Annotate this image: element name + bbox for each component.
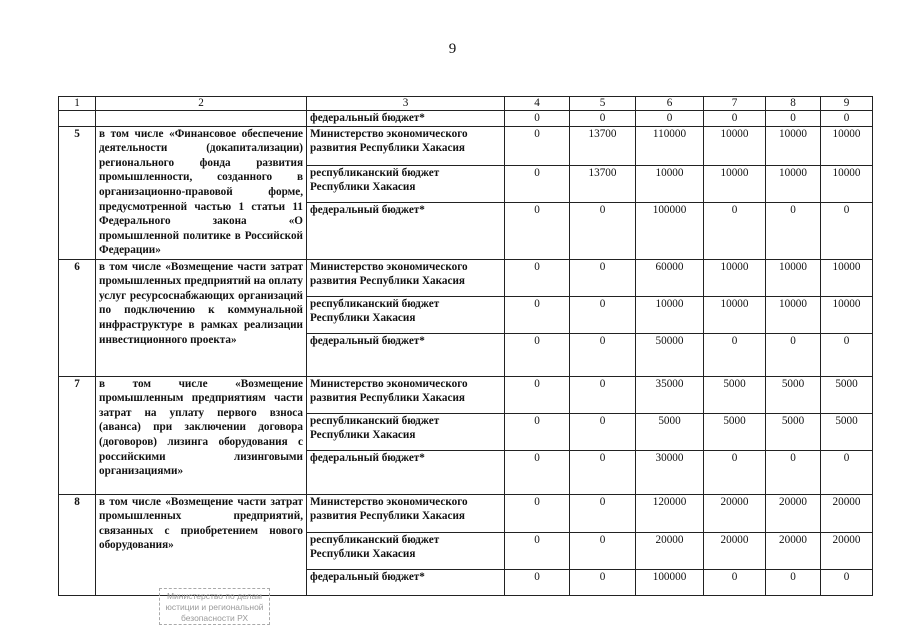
program-funding-table — [58, 96, 873, 596]
funding-source-cell: республиканский бюджет Республики Хакасия — [307, 165, 505, 202]
measure-description: в том числе «Финансовое обеспечение деятельности (докапитализации) регионального фонда развития промышленности, созданного в организационно-правовой форме, предусмотренной частью 1 статьи 11 Федерального закона «О промышленной политике в Российской Федерации» — [99, 127, 303, 257]
row-index: 5 — [59, 126, 96, 259]
value-cell: 0 — [704, 450, 766, 494]
measure-description-cell — [96, 259, 307, 376]
table-row — [59, 376, 873, 413]
header-cell: 4 — [505, 97, 570, 111]
funding-source-cell: Министерство экономического развития Республики Хакасия — [307, 494, 505, 532]
description-cell — [96, 111, 307, 127]
value-cell: 5000 — [704, 376, 766, 413]
funding-source-cell: федеральный бюджет* — [307, 569, 505, 595]
value-cell: 10000 — [704, 165, 766, 202]
value-cell: 0 — [505, 569, 570, 595]
value-cell: 20000 — [704, 494, 766, 532]
value-cell: 5000 — [766, 376, 821, 413]
value-cell: 0 — [636, 111, 704, 127]
value-cell: 0 — [505, 165, 570, 202]
value-cell: 10000 — [821, 296, 873, 333]
value-cell: 0 — [821, 450, 873, 494]
row-index: 7 — [59, 376, 96, 494]
value-cell: 30000 — [636, 450, 704, 494]
value-cell: 35000 — [636, 376, 704, 413]
header-cell: 2 — [96, 97, 307, 111]
value-cell: 0 — [766, 333, 821, 376]
funding-source-cell: республиканский бюджет Республики Хакасия — [307, 296, 505, 333]
value-cell: 10000 — [766, 165, 821, 202]
value-cell: 0 — [570, 202, 636, 259]
value-cell: 0 — [704, 569, 766, 595]
header-cell: 9 — [821, 97, 873, 111]
value-cell: 0 — [704, 111, 766, 127]
value-cell: 10000 — [821, 126, 873, 165]
value-cell: 100000 — [636, 202, 704, 259]
value-cell: 0 — [821, 569, 873, 595]
value-cell: 10000 — [704, 126, 766, 165]
funding-source-cell: федеральный бюджет* — [307, 111, 505, 127]
table-row — [59, 111, 873, 127]
funding-source-cell: республиканский бюджет Республики Хакасия — [307, 413, 505, 450]
header-cell: 6 — [636, 97, 704, 111]
value-cell: 13700 — [570, 165, 636, 202]
value-cell: 5000 — [821, 376, 873, 413]
value-cell: 0 — [570, 450, 636, 494]
value-cell: 110000 — [636, 126, 704, 165]
value-cell: 20000 — [704, 532, 766, 569]
value-cell: 0 — [505, 450, 570, 494]
header-cell: 8 — [766, 97, 821, 111]
value-cell: 13700 — [570, 126, 636, 165]
value-cell: 0 — [570, 111, 636, 127]
funding-source-cell: Министерство экономического развития Республики Хакасия — [307, 376, 505, 413]
value-cell: 20000 — [766, 494, 821, 532]
value-cell: 0 — [505, 376, 570, 413]
value-cell: 0 — [821, 111, 873, 127]
value-cell: 0 — [505, 532, 570, 569]
measure-description-cell — [96, 126, 307, 259]
value-cell: 0 — [570, 376, 636, 413]
value-cell: 100000 — [636, 569, 704, 595]
value-cell: 0 — [505, 333, 570, 376]
value-cell: 5000 — [821, 413, 873, 450]
funding-source-cell: республиканский бюджет Республики Хакасия — [307, 532, 505, 569]
value-cell: 10000 — [821, 259, 873, 296]
row-index: 6 — [59, 259, 96, 376]
funding-source-cell: Министерство экономического развития Республики Хакасия — [307, 259, 505, 296]
funding-source-cell: Министерство экономического развития Республики Хакасия — [307, 126, 505, 165]
value-cell: 120000 — [636, 494, 704, 532]
value-cell: 0 — [704, 202, 766, 259]
funding-source-cell: федеральный бюджет* — [307, 202, 505, 259]
measure-description: в том числе «Возмещение промышленным предприятиям части затрат на уплату первого взноса (аванса) при заключении договора (договоров) лизинга оборудования с российскими лизинговыми организациями» — [99, 377, 303, 478]
value-cell: 0 — [505, 126, 570, 165]
header-cell: 7 — [704, 97, 766, 111]
table-row — [59, 494, 873, 532]
value-cell: 5000 — [766, 413, 821, 450]
value-cell: 0 — [505, 259, 570, 296]
value-cell: 0 — [704, 333, 766, 376]
value-cell: 5000 — [704, 413, 766, 450]
value-cell: 10000 — [704, 259, 766, 296]
value-cell: 50000 — [636, 333, 704, 376]
value-cell: 10000 — [766, 126, 821, 165]
value-cell: 0 — [570, 569, 636, 595]
header-row — [59, 97, 873, 111]
table-row — [59, 259, 873, 296]
value-cell: 0 — [505, 494, 570, 532]
value-cell: 10000 — [821, 165, 873, 202]
value-cell: 20000 — [636, 532, 704, 569]
value-cell: 0 — [570, 296, 636, 333]
value-cell: 0 — [505, 202, 570, 259]
value-cell: 0 — [821, 202, 873, 259]
measure-description-cell — [96, 376, 307, 494]
measure-description-cell — [96, 494, 307, 595]
index-cell — [59, 111, 96, 127]
value-cell: 0 — [570, 532, 636, 569]
value-cell: 10000 — [704, 296, 766, 333]
measure-description: в том числе «Возмещение части затрат промышленных предприятий, связанных с приобретением нового оборудования» — [99, 495, 303, 552]
value-cell: 10000 — [636, 165, 704, 202]
value-cell: 0 — [821, 333, 873, 376]
value-cell: 60000 — [636, 259, 704, 296]
value-cell: 0 — [570, 333, 636, 376]
value-cell: 0 — [766, 569, 821, 595]
stamp-line-1: Министерство по делам — [166, 591, 263, 601]
value-cell: 0 — [505, 296, 570, 333]
stamp-line-3: безопасности РХ — [180, 613, 249, 623]
value-cell: 0 — [505, 413, 570, 450]
value-cell: 0 — [766, 202, 821, 259]
value-cell: 10000 — [636, 296, 704, 333]
value-cell: 0 — [570, 259, 636, 296]
value-cell: 20000 — [821, 494, 873, 532]
value-cell: 0 — [570, 494, 636, 532]
funding-source-cell: федеральный бюджет* — [307, 450, 505, 494]
value-cell: 20000 — [821, 532, 873, 569]
funding-source-cell: федеральный бюджет* — [307, 333, 505, 376]
header-cell: 3 — [307, 97, 505, 111]
stamp-line-2: юстиции и региональной — [165, 602, 264, 612]
header-cell: 1 — [59, 97, 96, 111]
page-number: 9 — [448, 41, 457, 57]
table-row — [59, 126, 873, 165]
value-cell: 0 — [766, 450, 821, 494]
value-cell: 0 — [570, 413, 636, 450]
value-cell: 20000 — [766, 532, 821, 569]
value-cell: 10000 — [766, 259, 821, 296]
header-cell: 5 — [570, 97, 636, 111]
value-cell: 0 — [766, 111, 821, 127]
value-cell: 5000 — [636, 413, 704, 450]
value-cell: 0 — [505, 111, 570, 127]
measure-description: в том числе «Возмещение части затрат промышленных предприятий на оплату услуг ресурсоснабжающих организаций по подключению к коммунальной инфраструктуре в рамках реализации инвестиционного проекта» — [99, 260, 304, 346]
row-index: 8 — [59, 494, 96, 595]
value-cell: 10000 — [766, 296, 821, 333]
registration-stamp — [159, 588, 270, 625]
